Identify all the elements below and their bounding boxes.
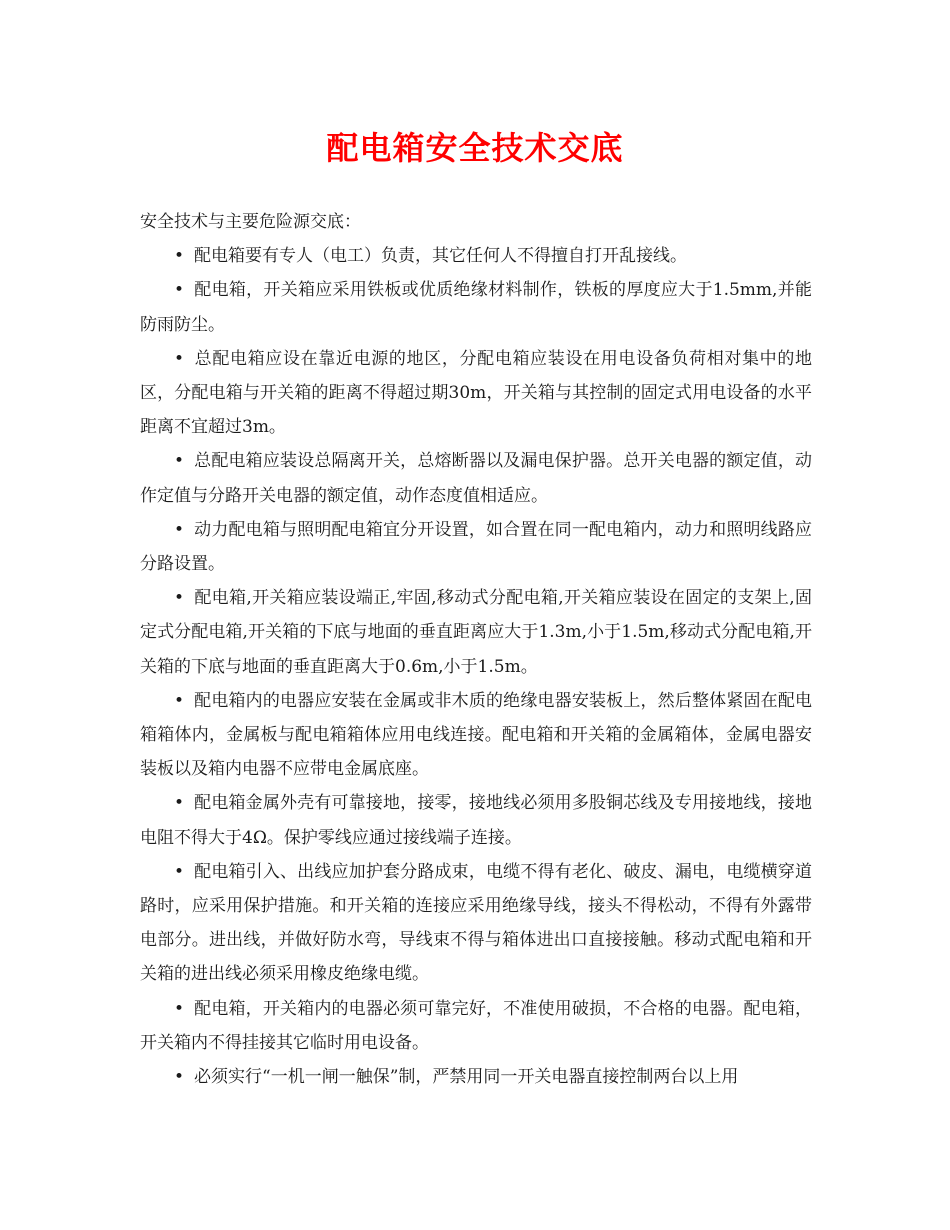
bullet-icon: • bbox=[174, 348, 185, 369]
bullet-icon: • bbox=[174, 998, 185, 1019]
list-item bbox=[140, 273, 812, 341]
list-item-text: 配电箱金属外壳有可靠接地，接零，接地线必须用多股铜芯线及专用接地线，接地电阻不得大于4Ω。保护零线应通过接线端子连接。 bbox=[140, 793, 812, 848]
bullet-icon: • bbox=[174, 280, 185, 301]
list-item bbox=[140, 1060, 812, 1094]
list-item bbox=[140, 581, 812, 684]
list-item-text: 配电箱内的电器应安装在金属或非木质的绝缘电器安装板上，然后整体紧固在配电箱箱体内，金属板与配电箱箱体应用电线连接。配电箱和开关箱的金属箱体，金属电器安装板以及箱内电器不应带电金属底座。 bbox=[140, 690, 812, 780]
list-item bbox=[140, 513, 812, 581]
intro-paragraph: 安全技术与主要危险源交底： bbox=[140, 212, 361, 232]
list-item-text: 必须实行“一机一闸一触保”制，严禁用同一开关电器直接控制两台以上用 bbox=[194, 1067, 739, 1088]
list-item-text: 配电箱要有专人（电工）负责，其它任何人不得擅自打开乱接线。 bbox=[194, 246, 687, 267]
list-item-text: 动力配电箱与照明配电箱宜分开设置，如合置在同一配电箱内，动力和照明线路应分路设置。 bbox=[140, 519, 812, 575]
list-item-text: 总配电箱应装设总隔离开关，总熔断器以及漏电保护器。总开关电器的额定值，动作定值与分路开关电器的额定值，动作态度值相适应。 bbox=[140, 451, 812, 506]
bullet-icon: • bbox=[174, 690, 185, 711]
list-item-text: 总配电箱应设在靠近电源的地区，分配电箱应装设在用电设备负荷相对集中的地区，分配电箱与开关箱的距离不得超过期30m，开关箱与其控制的固定式用电设备的水平距离不宜超过3m。 bbox=[140, 348, 812, 438]
bullet-icon: • bbox=[174, 793, 185, 814]
bullet-icon: • bbox=[174, 246, 185, 267]
list-item bbox=[140, 786, 812, 854]
list-item bbox=[140, 684, 812, 787]
list-item bbox=[140, 342, 812, 445]
bullet-icon: • bbox=[174, 588, 185, 609]
list-item-text: 配电箱引入、出线应加护套分路成束，电缆不得有老化、破皮、漏电，电缆横穿道路时，应采用保护措施。和开关箱的连接应采用绝缘导线，接头不得松动，不得有外露带电部分。进出线，并做好防水弯，导线束不得与箱体进出口直接接触。移动式配电箱和开关箱的进出线必须采用橡皮绝缘电缆。 bbox=[140, 861, 812, 985]
bullet-icon: • bbox=[174, 861, 185, 882]
list-item-text: 配电箱，开关箱内的电器必须可靠完好，不准使用破损，不合格的电器。配电箱，开关箱内不得挂接其它临时用电设备。 bbox=[140, 998, 812, 1053]
list-item bbox=[140, 992, 812, 1060]
list-item bbox=[140, 444, 812, 512]
page-title: 配电箱安全技术交底 bbox=[326, 129, 624, 167]
list-item bbox=[140, 239, 812, 273]
list-item-text: 配电箱，开关箱应采用铁板或优质绝缘材料制作，铁板的厚度应大于1.5mm,并能防雨防尘。 bbox=[140, 280, 812, 335]
document-body bbox=[140, 205, 812, 1094]
bullet-icon: • bbox=[174, 451, 185, 472]
bullet-icon: • bbox=[174, 519, 185, 540]
bullet-icon: • bbox=[174, 1067, 185, 1088]
list-item-text: 配电箱,开关箱应装设端正,牢固,移动式分配电箱,开关箱应装设在固定的支架上,固定式分配电箱,开关箱的下底与地面的垂直距离应大于1.3m,小于1.5m,移动式分配电箱,开关箱的下底与地面的垂直距离大于0.6m,小于1.5m。 bbox=[140, 588, 812, 677]
list-item bbox=[140, 855, 812, 992]
